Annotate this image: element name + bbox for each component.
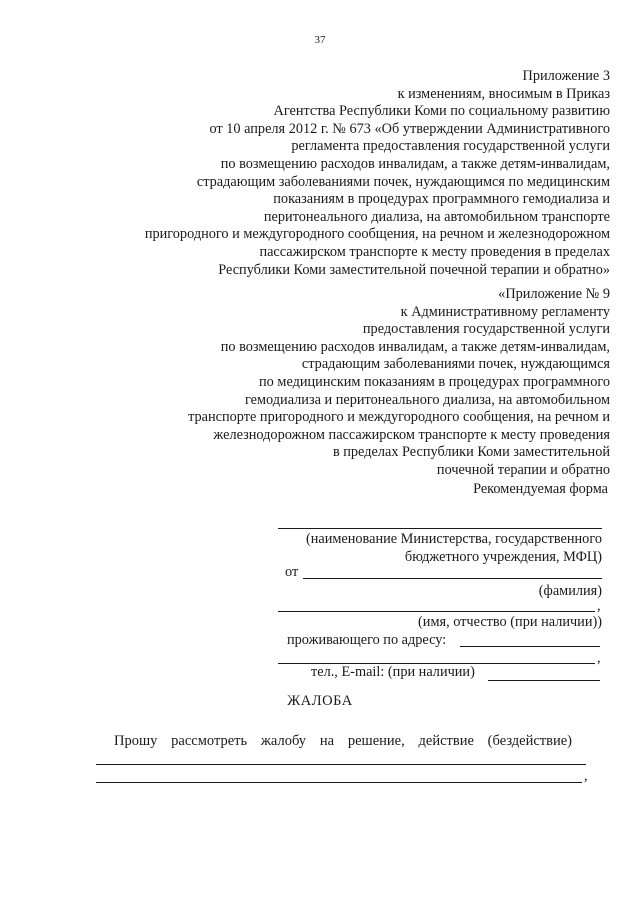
annex3-line: к изменениям, вносимым в Приказ xyxy=(397,85,610,102)
surname-caption: (фамилия) xyxy=(538,583,602,599)
complaint-line[interactable] xyxy=(96,764,586,765)
annex3-line: регламента предоставления государственной услуги xyxy=(291,138,610,155)
annex9-line: почечной терапии и обратно xyxy=(436,461,610,478)
annex9-line: предоставления государственной услуги xyxy=(362,321,610,338)
from-label: от xyxy=(285,564,299,580)
ministry-name-line[interactable] xyxy=(278,528,602,529)
annex9-line: гемодиализа и перитонеального диализа, на автомобильном xyxy=(244,391,610,408)
page-number: 37 xyxy=(314,34,326,46)
address-label: проживающего по адресу: xyxy=(287,632,447,648)
comma: , xyxy=(597,598,601,614)
annex3-line: пассажирском транспорте к месту проведения в пределах xyxy=(259,243,610,260)
comma: , xyxy=(584,768,588,784)
annex3-line: по возмещению расходов инвалидам, а также детям-инвалидам, xyxy=(220,155,610,172)
comma: , xyxy=(597,650,601,666)
annex9-line: по медицинским показаниям в процедурах программного xyxy=(259,373,610,390)
address-line[interactable] xyxy=(460,646,600,647)
annex3-line: Приложение 3 xyxy=(522,68,610,84)
annex9-line: к Административному регламенту xyxy=(400,303,610,320)
annex9-line: в пределах Республики Коми заместительной xyxy=(332,444,610,461)
annex3-line: перитонеального диализа, на автомобильном транспорте xyxy=(263,208,610,225)
document-title: ЖАЛОБА xyxy=(287,693,353,709)
name-line[interactable] xyxy=(278,611,595,612)
annex3-line: показаниям в процедурах программного гемодиализа и xyxy=(273,191,610,208)
ministry-caption: бюджетного учреждения, МФЦ) xyxy=(404,549,602,565)
annex3-line: от 10 апреля 2012 г. № 673 «Об утверждении Административного xyxy=(209,120,610,137)
annex3-line: Агентства Республики Коми по социальному развитию xyxy=(273,103,610,120)
annex3-line: пригородного и междугородного сообщения, на речном и железнодорожном xyxy=(144,226,610,243)
surname-line[interactable] xyxy=(303,578,602,579)
annex9-line: страдающим заболеваниями почек, нуждающимся xyxy=(301,356,610,373)
contacts-line[interactable] xyxy=(488,680,600,681)
ministry-caption: (наименование Министерства, государственного xyxy=(305,531,602,547)
complaint-line[interactable] xyxy=(96,782,582,783)
name-caption: (имя, отчество (при наличии)) xyxy=(418,614,602,630)
contacts-label: тел., E-mail: (при наличии) xyxy=(311,664,475,680)
annex9-line: железнодорожном пассажирском транспорте к месту проведения xyxy=(213,426,610,443)
recommended-form-label: Рекомендуемая форма xyxy=(473,481,608,497)
annex9-line: «Приложение № 9 xyxy=(498,286,610,302)
annex3-line: страдающим заболеваниями почек, нуждающимся по медицинским xyxy=(196,173,610,190)
complaint-text: Прошу рассмотреть жалобу на решение, действие (бездействие) xyxy=(114,733,572,749)
annex9-line: по возмещению расходов инвалидам, а также детям-инвалидам, xyxy=(220,338,610,355)
annex3-line: Республики Коми заместительной почечной терапии и обратно» xyxy=(218,261,610,278)
annex9-line: транспорте пригородного и междугородного сообщения, на речном и xyxy=(188,409,610,426)
